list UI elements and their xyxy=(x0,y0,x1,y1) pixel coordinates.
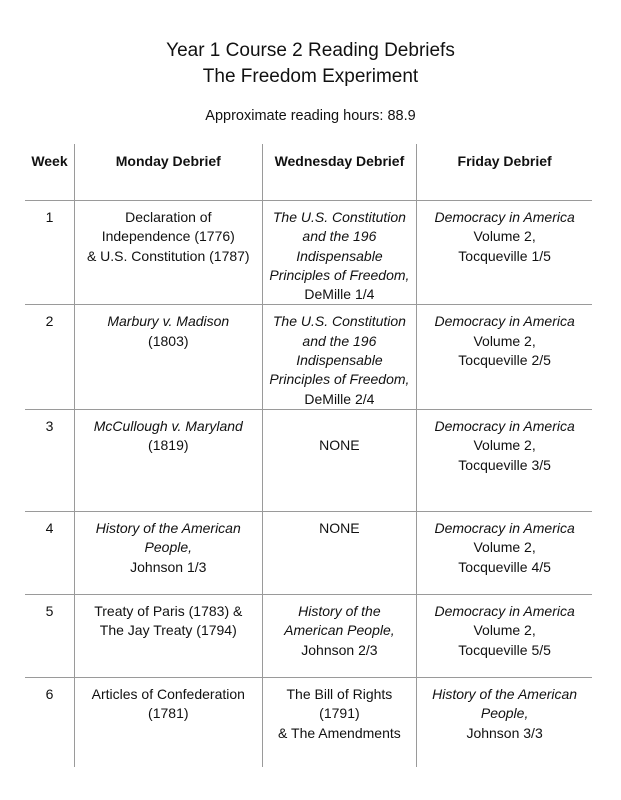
page-title: Year 1 Course 2 Reading Debriefs xyxy=(166,40,455,61)
reading-line: Marbury v. Madison xyxy=(107,313,230,330)
reading-line: History of the xyxy=(298,602,381,619)
reading-line: (1803) xyxy=(148,332,189,349)
table-row xyxy=(25,594,592,677)
wednesday-cell xyxy=(262,409,417,511)
monday-cell xyxy=(74,594,262,677)
monday-cell xyxy=(74,511,262,594)
reading-line: History of the American xyxy=(432,685,578,702)
reading-line: (1819) xyxy=(148,437,189,454)
monday-cell xyxy=(74,305,262,409)
reading-line: Articles of Confederation xyxy=(91,685,245,702)
reading-line: (1781) xyxy=(148,705,189,722)
reading-hours-note: Approximate reading hours: 88.9 xyxy=(205,108,416,124)
reading-line: NONE xyxy=(319,519,360,536)
table-header-row xyxy=(25,144,592,201)
wednesday-cell xyxy=(262,305,417,409)
reading-line: Principles of Freedom, xyxy=(269,371,410,388)
week-cell: 4 xyxy=(25,511,74,594)
wednesday-cell xyxy=(262,677,417,767)
column-header-wednesday: Wednesday Debrief xyxy=(262,144,417,201)
reading-line: Indispensable xyxy=(296,247,383,264)
friday-cell xyxy=(417,409,592,511)
column-header-friday: Friday Debrief xyxy=(417,144,592,201)
table-row xyxy=(25,305,592,409)
monday-cell xyxy=(74,201,262,305)
reading-line: Volume 2, xyxy=(473,332,536,349)
reading-line: Indispensable xyxy=(296,352,383,369)
reading-line: Democracy in America xyxy=(434,417,575,434)
reading-line: People, xyxy=(144,539,193,556)
reading-line: Tocqueville 4/5 xyxy=(458,558,551,575)
reading-line: McCullough v. Maryland xyxy=(93,417,243,434)
reading-line: Johnson 2/3 xyxy=(301,641,378,658)
reading-line: The U.S. Constitution xyxy=(272,209,406,225)
reading-line: (1791) xyxy=(319,705,360,722)
week-cell: 5 xyxy=(25,594,74,677)
wednesday-cell xyxy=(262,201,417,305)
reading-line: Declaration of xyxy=(125,209,212,225)
column-header-monday: Monday Debrief xyxy=(74,144,262,201)
reading-line: People, xyxy=(480,705,529,722)
monday-cell xyxy=(74,409,262,511)
reading-line: and the 196 xyxy=(302,332,377,349)
reading-line: and the 196 xyxy=(302,228,377,245)
friday-cell xyxy=(417,677,592,767)
reading-line: DeMille 1/4 xyxy=(304,286,375,303)
table-row xyxy=(25,677,592,767)
reading-line: Johnson 3/3 xyxy=(466,724,543,741)
week-cell: 2 xyxy=(25,305,74,409)
reading-line: & U.S. Constitution (1787) xyxy=(86,247,250,264)
reading-line: Volume 2, xyxy=(473,622,536,639)
table-row xyxy=(25,511,592,594)
reading-line: Democracy in America xyxy=(434,519,575,536)
reading-line: & The Amendments xyxy=(278,724,401,741)
friday-cell xyxy=(417,201,592,305)
reading-line: Independence (1776) xyxy=(101,228,235,245)
reading-line: The Bill of Rights xyxy=(286,685,393,702)
page-subtitle: The Freedom Experiment xyxy=(202,66,419,87)
reading-line: Tocqueville 2/5 xyxy=(458,352,551,369)
reading-line: American People, xyxy=(284,622,395,639)
table-row xyxy=(25,409,592,511)
monday-cell xyxy=(74,677,262,767)
friday-cell xyxy=(417,594,592,677)
reading-line: Tocqueville 5/5 xyxy=(458,641,551,658)
reading-line: Volume 2, xyxy=(473,539,536,556)
column-header-week: Week xyxy=(25,144,74,201)
reading-line: Democracy in America xyxy=(434,602,575,619)
reading-line: Treaty of Paris (1783) & xyxy=(94,602,243,619)
friday-cell xyxy=(417,511,592,594)
reading-line: The U.S. Constitution xyxy=(272,313,406,330)
week-cell: 1 xyxy=(25,201,74,305)
reading-line: Democracy in America xyxy=(434,313,575,330)
reading-line: Johnson 1/3 xyxy=(130,558,207,575)
reading-line: The Jay Treaty (1794) xyxy=(99,622,237,639)
reading-line: NONE xyxy=(319,436,360,453)
reading-line: History of the American xyxy=(95,519,241,536)
table-row xyxy=(25,201,592,305)
week-cell: 3 xyxy=(25,409,74,511)
reading-line: Principles of Freedom, xyxy=(269,266,410,283)
reading-line: Volume 2, xyxy=(473,228,536,245)
reading-line: Democracy in America xyxy=(434,209,575,225)
reading-line: Tocqueville 1/5 xyxy=(458,247,551,264)
week-cell: 6 xyxy=(45,685,54,702)
wednesday-cell xyxy=(262,511,417,594)
friday-cell xyxy=(417,305,592,409)
reading-line: DeMille 2/4 xyxy=(304,390,375,407)
wednesday-cell xyxy=(262,594,417,677)
reading-line: Tocqueville 3/5 xyxy=(458,456,551,473)
debrief-table xyxy=(25,144,592,767)
reading-line: Volume 2, xyxy=(473,437,536,454)
